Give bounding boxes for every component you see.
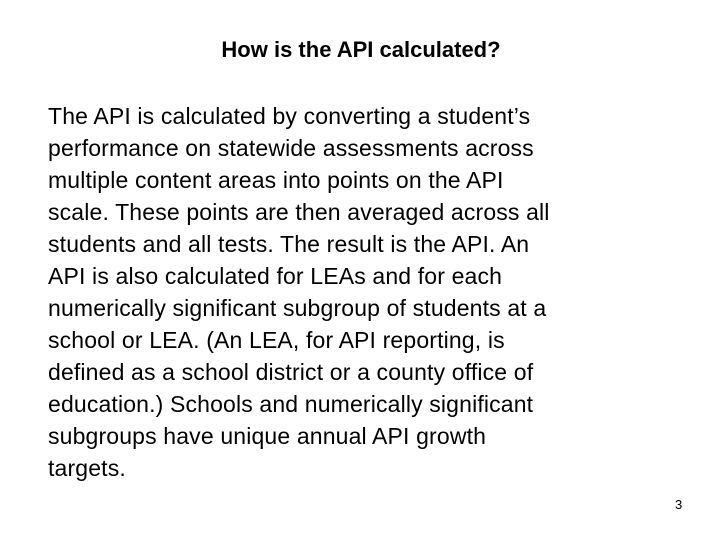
slide-body — [48, 100, 718, 484]
body-line: school or LEA. (An LEA, for API reporting, is — [48, 327, 505, 353]
body-line: subgroups have unique annual API growth — [48, 423, 487, 449]
body-line: multiple content areas into points on the API — [48, 167, 504, 193]
body-line: performance on statewide assessments across — [48, 135, 534, 161]
slide-title-text: How is the API calculated? — [221, 37, 501, 62]
slide-title — [0, 36, 728, 64]
body-line: API is also calculated for LEAs and for each — [48, 263, 503, 289]
body-line: numerically significant subgroup of students at a — [48, 295, 547, 321]
body-line: The API is calculated by converting a student’s — [48, 103, 531, 129]
body-line: scale. These points are then averaged across all — [48, 199, 550, 225]
body-line: defined as a school district or a county office of — [48, 359, 534, 385]
page-number: 3 — [675, 497, 683, 512]
body-line: students and all tests. The result is the API. An — [48, 231, 530, 257]
body-line: education.) Schools and numerically significant — [48, 391, 534, 417]
body-line: targets. — [48, 455, 126, 481]
